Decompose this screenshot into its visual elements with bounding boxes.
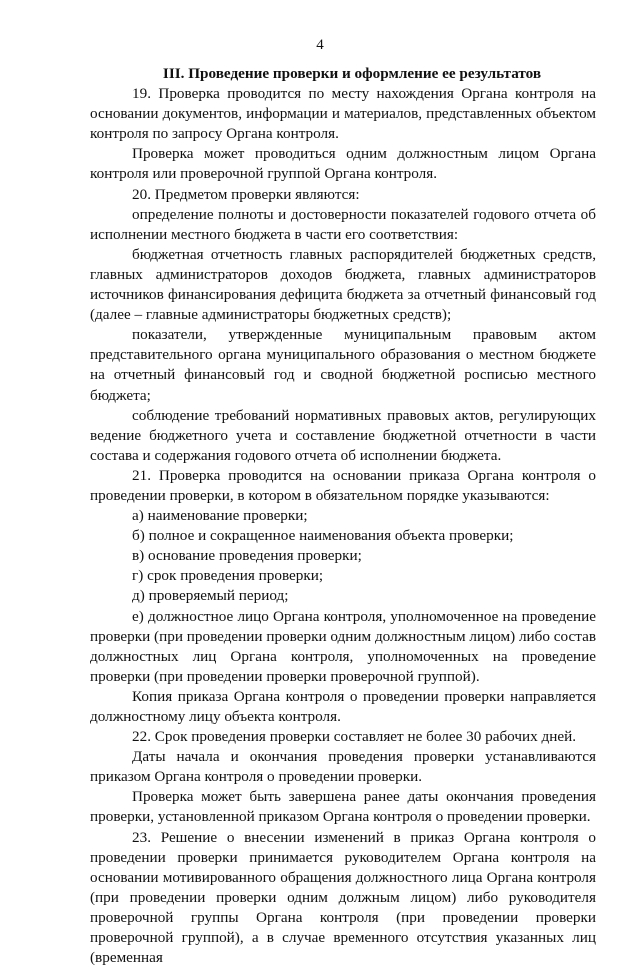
paragraph-21: 21. Проверка проводится на основании приказа Органа контроля о проведении проверки, в котором в обязательном порядке указываются: (90, 466, 596, 504)
paragraph-22-dates: Даты начала и окончания проведения проверки устанавливаются приказом Органа контроля о проведении проверки. (90, 748, 596, 786)
paragraph-21-copy: Копия приказа Органа контроля о проведении проверки направляется должностному лицу объекта контроля. (90, 687, 596, 725)
paragraph-21-item-e: е) должностное лицо Органа контроля, уполномоченное на проведение проверки (при проведении проверки одним должностным лицом) либо состав должностных лиц Органа контроля, уполномоченных на проведение проверки (при проведении проверки проверочной группой). (90, 607, 596, 685)
paragraph-20: 20. Предметом проверки являются: (132, 185, 360, 203)
paragraph-20-item-1: определение полноты и достоверности показателей годового отчета об исполнении местного бюджета в части его соответствия: (90, 205, 596, 243)
section-title: III. Проведение проверки и оформление ее результатов (162, 65, 542, 82)
paragraph-20-item-3: показатели, утвержденные муниципальным правовым актом представительного органа муниципального образования о местном бюджете на отчетный финансовый год и сводной бюджетной росписью местного бюджета; (90, 326, 596, 404)
paragraph-20-item-2: бюджетная отчетность главных распорядителей бюджетных средств, главных администраторов доходов бюджета, главных администраторов источников финансирования дефицита бюджета за отчетный финансовый год (далее – главные администраторы бюджетных средств); (90, 245, 596, 324)
paragraph-21-item-v: в) основание проведения проверки; (132, 547, 362, 565)
paragraph-22: 22. Срок проведения проверки составляет не более 30 рабочих дней. (132, 728, 577, 746)
paragraph-23: 23. Решение о внесении изменений в приказ Органа контроля о проведении проверки принимается руководителем Органа контроля на основании мотивированного обращения должностного лица Органа контроля (при проведении проверки одним должным лицом) либо руководителя проверочной группы Органа контроля (при проведении проверки проверочной группой), а в случае временного отсутствия указанных лиц (временная (90, 828, 596, 967)
paragraph-20-item-4: соблюдение требований нормативных правовых актов, регулирующих ведение бюджетного учета и составление бюджетной отчетности в части состава и содержания годового отчета об исполнении бюджета. (90, 406, 596, 464)
paragraph-19: 19. Проверка проводится по месту нахождения Органа контроля на основании документов, информации и материалов, представленных объектом контроля по запросу Органа контроля. (90, 85, 596, 143)
paragraph-21-item-d: д) проверяемый период; (132, 587, 289, 605)
page-content (90, 64, 596, 968)
paragraph-21-item-g: г) срок проведения проверки; (132, 567, 324, 585)
paragraph-21-item-a: а) наименование проверки; (132, 507, 308, 525)
paragraph-19-continued: Проверка может проводиться одним должностным лицом Органа контроля или проверочной группой Органа контроля. (90, 145, 596, 183)
page-number: 4 (316, 37, 324, 53)
paragraph-21-item-b: б) полное и сокращенное наименования объекта проверки; (132, 527, 514, 545)
paragraph-22-early: Проверка может быть завершена ранее даты окончания проведения проверки, установленной приказом Органа контроля о проведении проверки. (90, 788, 596, 826)
